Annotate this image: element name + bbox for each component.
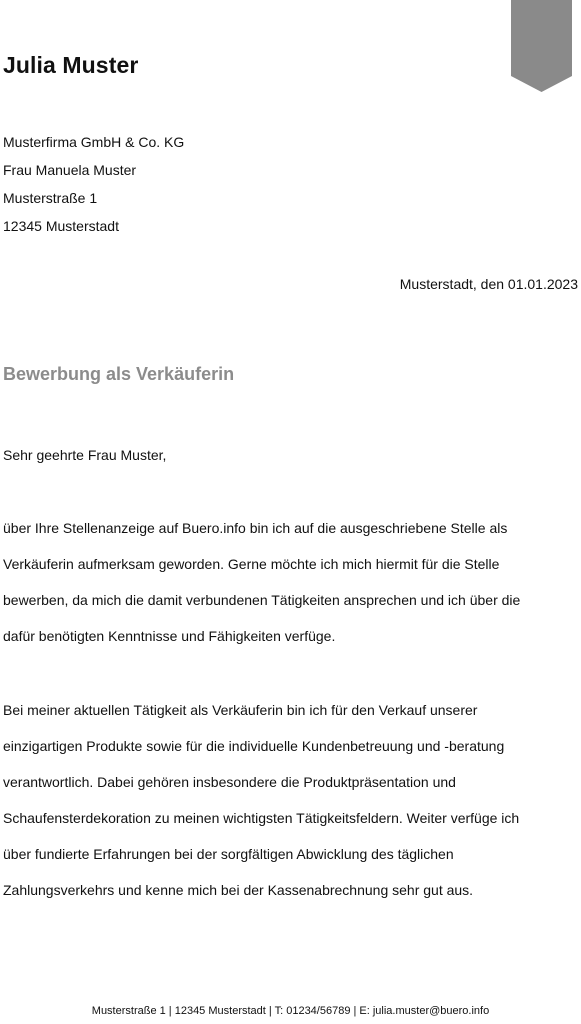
body-paragraph-1	[3, 510, 579, 654]
recipient-address	[3, 128, 184, 240]
recipient-city: 12345 Musterstadt	[3, 218, 119, 234]
salutation: Sehr geehrte Frau Muster,	[3, 447, 167, 463]
paragraph-line: über Ihre Stellenanzeige auf Buero.info bin ich auf die ausgeschriebene Stelle als	[3, 520, 508, 536]
footer-contact: Musterstraße 1 | 12345 Musterstadt | T: 01234/56789 | E: julia.muster@buero.info	[91, 1005, 490, 1017]
paragraph-line: verantwortlich. Dabei gehören insbesondere die Produktpräsentation und	[3, 774, 456, 790]
recipient-person: Frau Manuela Muster	[3, 162, 137, 178]
paragraph-line: Zahlungsverkehrs und kenne mich bei der Kassenabrechnung sehr gut aus.	[3, 882, 474, 898]
paragraph-line: über fundierte Erfahrungen bei der sorgfältigen Abwicklung des täglichen	[3, 846, 454, 862]
bookmark-ribbon-icon	[511, 0, 572, 92]
paragraph-line: Schaufensterdekoration zu meinen wichtigsten Tätigkeitsfeldern. Weiter verfüge ich	[3, 810, 520, 826]
paragraph-line: Bei meiner aktuellen Tätigkeit als Verkäuferin bin ich für den Verkauf unserer	[3, 702, 478, 718]
letter-date: Musterstadt, den 01.01.2023	[399, 276, 578, 292]
applicant-name: Julia Muster	[3, 52, 139, 78]
paragraph-line: bewerben, da mich die damit verbundenen Tätigkeiten ansprechen und ich über die	[3, 592, 521, 608]
paragraph-line: Verkäuferin aufmerksam geworden. Gerne möchte ich mich hiermit für die Stelle	[3, 556, 500, 572]
body-paragraph-2	[3, 692, 579, 908]
recipient-company: Musterfirma GmbH & Co. KG	[3, 134, 185, 150]
recipient-street: Musterstraße 1	[3, 190, 98, 206]
paragraph-line: dafür benötigten Kenntnisse und Fähigkeiten verfüge.	[3, 628, 336, 644]
letter-subject: Bewerbung als Verkäuferin	[3, 364, 235, 384]
paragraph-line: einzigartigen Produkte sowie für die individuelle Kundenbetreuung und -beratung	[3, 738, 505, 754]
